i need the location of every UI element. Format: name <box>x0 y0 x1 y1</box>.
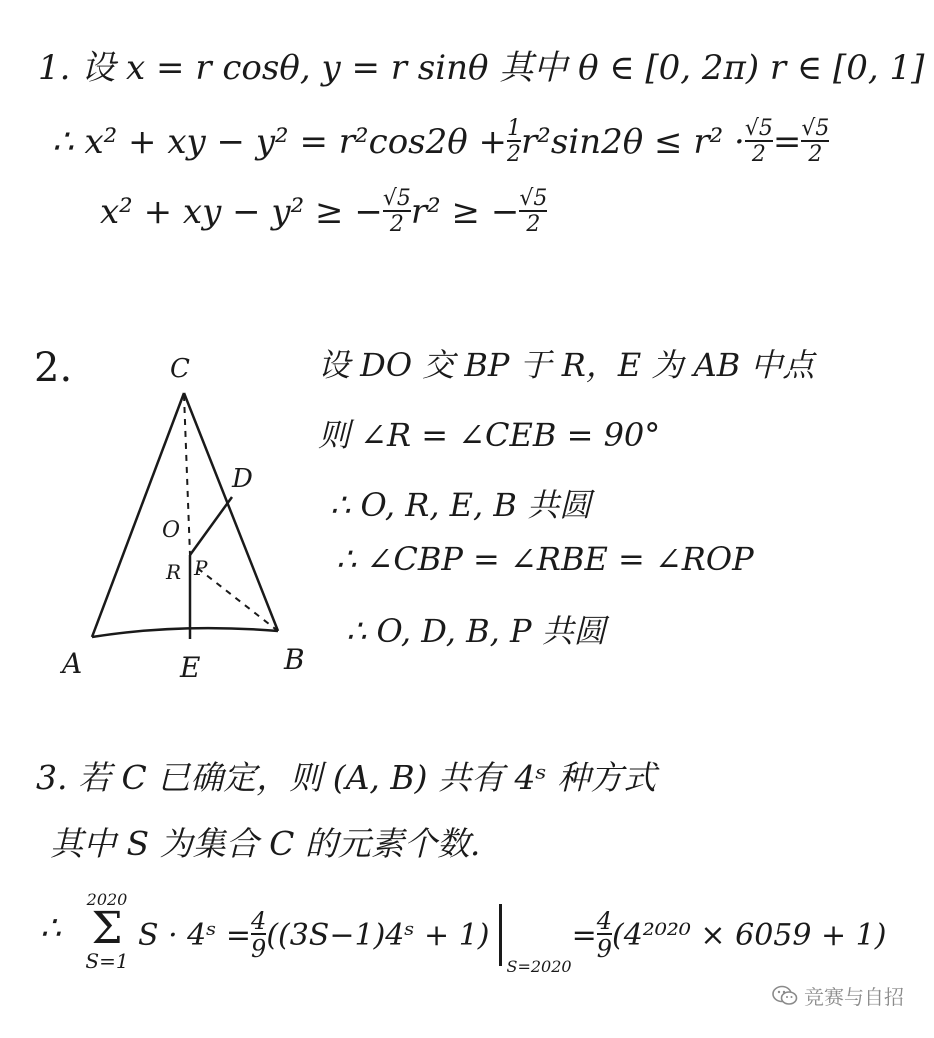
watermark-text: 竞赛与自招 <box>804 985 904 1009</box>
sum-lower-limit: S=1 <box>85 948 129 973</box>
p3-line1: 3. 若 C 已确定，则 (A, B) 共有 4ˢ 种方式 <box>36 758 657 797</box>
eval-sub: S=2020 <box>506 957 572 976</box>
p1-line3 <box>100 188 547 236</box>
p1-line2-eq: = <box>772 122 802 162</box>
label-a: A <box>62 647 83 680</box>
side-bc <box>184 393 278 631</box>
p3-frac2: $\frac{4}{9}$ <box>596 907 612 963</box>
label-e: E <box>180 651 201 684</box>
p2-number: 2. <box>34 345 73 391</box>
label-b: B <box>284 643 305 676</box>
wechat-icon <box>772 985 798 1007</box>
p1-line3-left: x² + xy − y² ≥ − <box>100 192 383 232</box>
p3-line3 <box>138 904 887 976</box>
label-c: C <box>170 354 190 384</box>
p2-line2: 则 ∠R = ∠CEB = 90° <box>318 416 661 454</box>
side-ab <box>92 628 278 637</box>
p1-line2-frac3: $\frac{√5}{2}$ <box>801 116 830 167</box>
side-ac <box>92 393 184 637</box>
p1-line2 <box>52 118 829 166</box>
eval-bar <box>499 904 502 966</box>
segment-dr <box>190 497 232 555</box>
p2-line4: ∴ ∠CBP = ∠RBE = ∠ROP <box>336 540 754 578</box>
p3-line3-a: S · 4ˢ = <box>138 917 252 953</box>
p1-line3-frac: $\frac{√5}{2}$ <box>382 186 411 237</box>
p3-line3-b: ((3S−1)4ˢ + 1) <box>266 917 490 953</box>
label-r: R <box>166 560 182 584</box>
watermark <box>772 981 904 1010</box>
p1-line3-mid: r² ≥ − <box>410 192 520 232</box>
p3-line3-c: = <box>571 917 597 953</box>
p1-line1: 1. 设 x = r cosθ, y = r sinθ 其中 θ ∈ [0, 2π) r ∈ [0, 1] <box>38 48 925 88</box>
label-p: P <box>194 556 208 580</box>
label-o: O <box>162 518 181 543</box>
p1-line3-frac2: $\frac{√5}{2}$ <box>519 186 548 237</box>
p1-line2-frac: $\frac{1}{2}$ <box>507 116 522 167</box>
p2-line5: ∴ O, D, B, P 共圆 <box>346 612 606 650</box>
dashed-altitude <box>184 395 190 555</box>
sum-symbol: Σ <box>91 903 123 954</box>
p2-line3: ∴ O, R, E, B 共圆 <box>330 486 592 524</box>
sum-upper-limit: 2020 <box>86 890 128 909</box>
p3-frac: $\frac{4}{9}$ <box>251 907 267 963</box>
summation <box>82 890 132 973</box>
p3-sum-prefix: ∴ <box>40 908 61 947</box>
label-d: D <box>232 464 253 494</box>
p1-line2-frac2: $\frac{√5}{2}$ <box>744 116 773 167</box>
p3-line2: 其中 S 为集合 C 的元素个数. <box>50 824 481 863</box>
p3-line3-d: (4²⁰²⁰ × 6059 + 1) <box>612 917 887 953</box>
p2-line1: 设 DO 交 BP 于 R，E 为 AB 中点 <box>318 346 815 384</box>
p1-line2-mid: r²sin2θ ≤ r² · <box>521 122 745 162</box>
p1-line2-left: ∴ x² + xy − y² = r²cos2θ + <box>52 122 508 162</box>
